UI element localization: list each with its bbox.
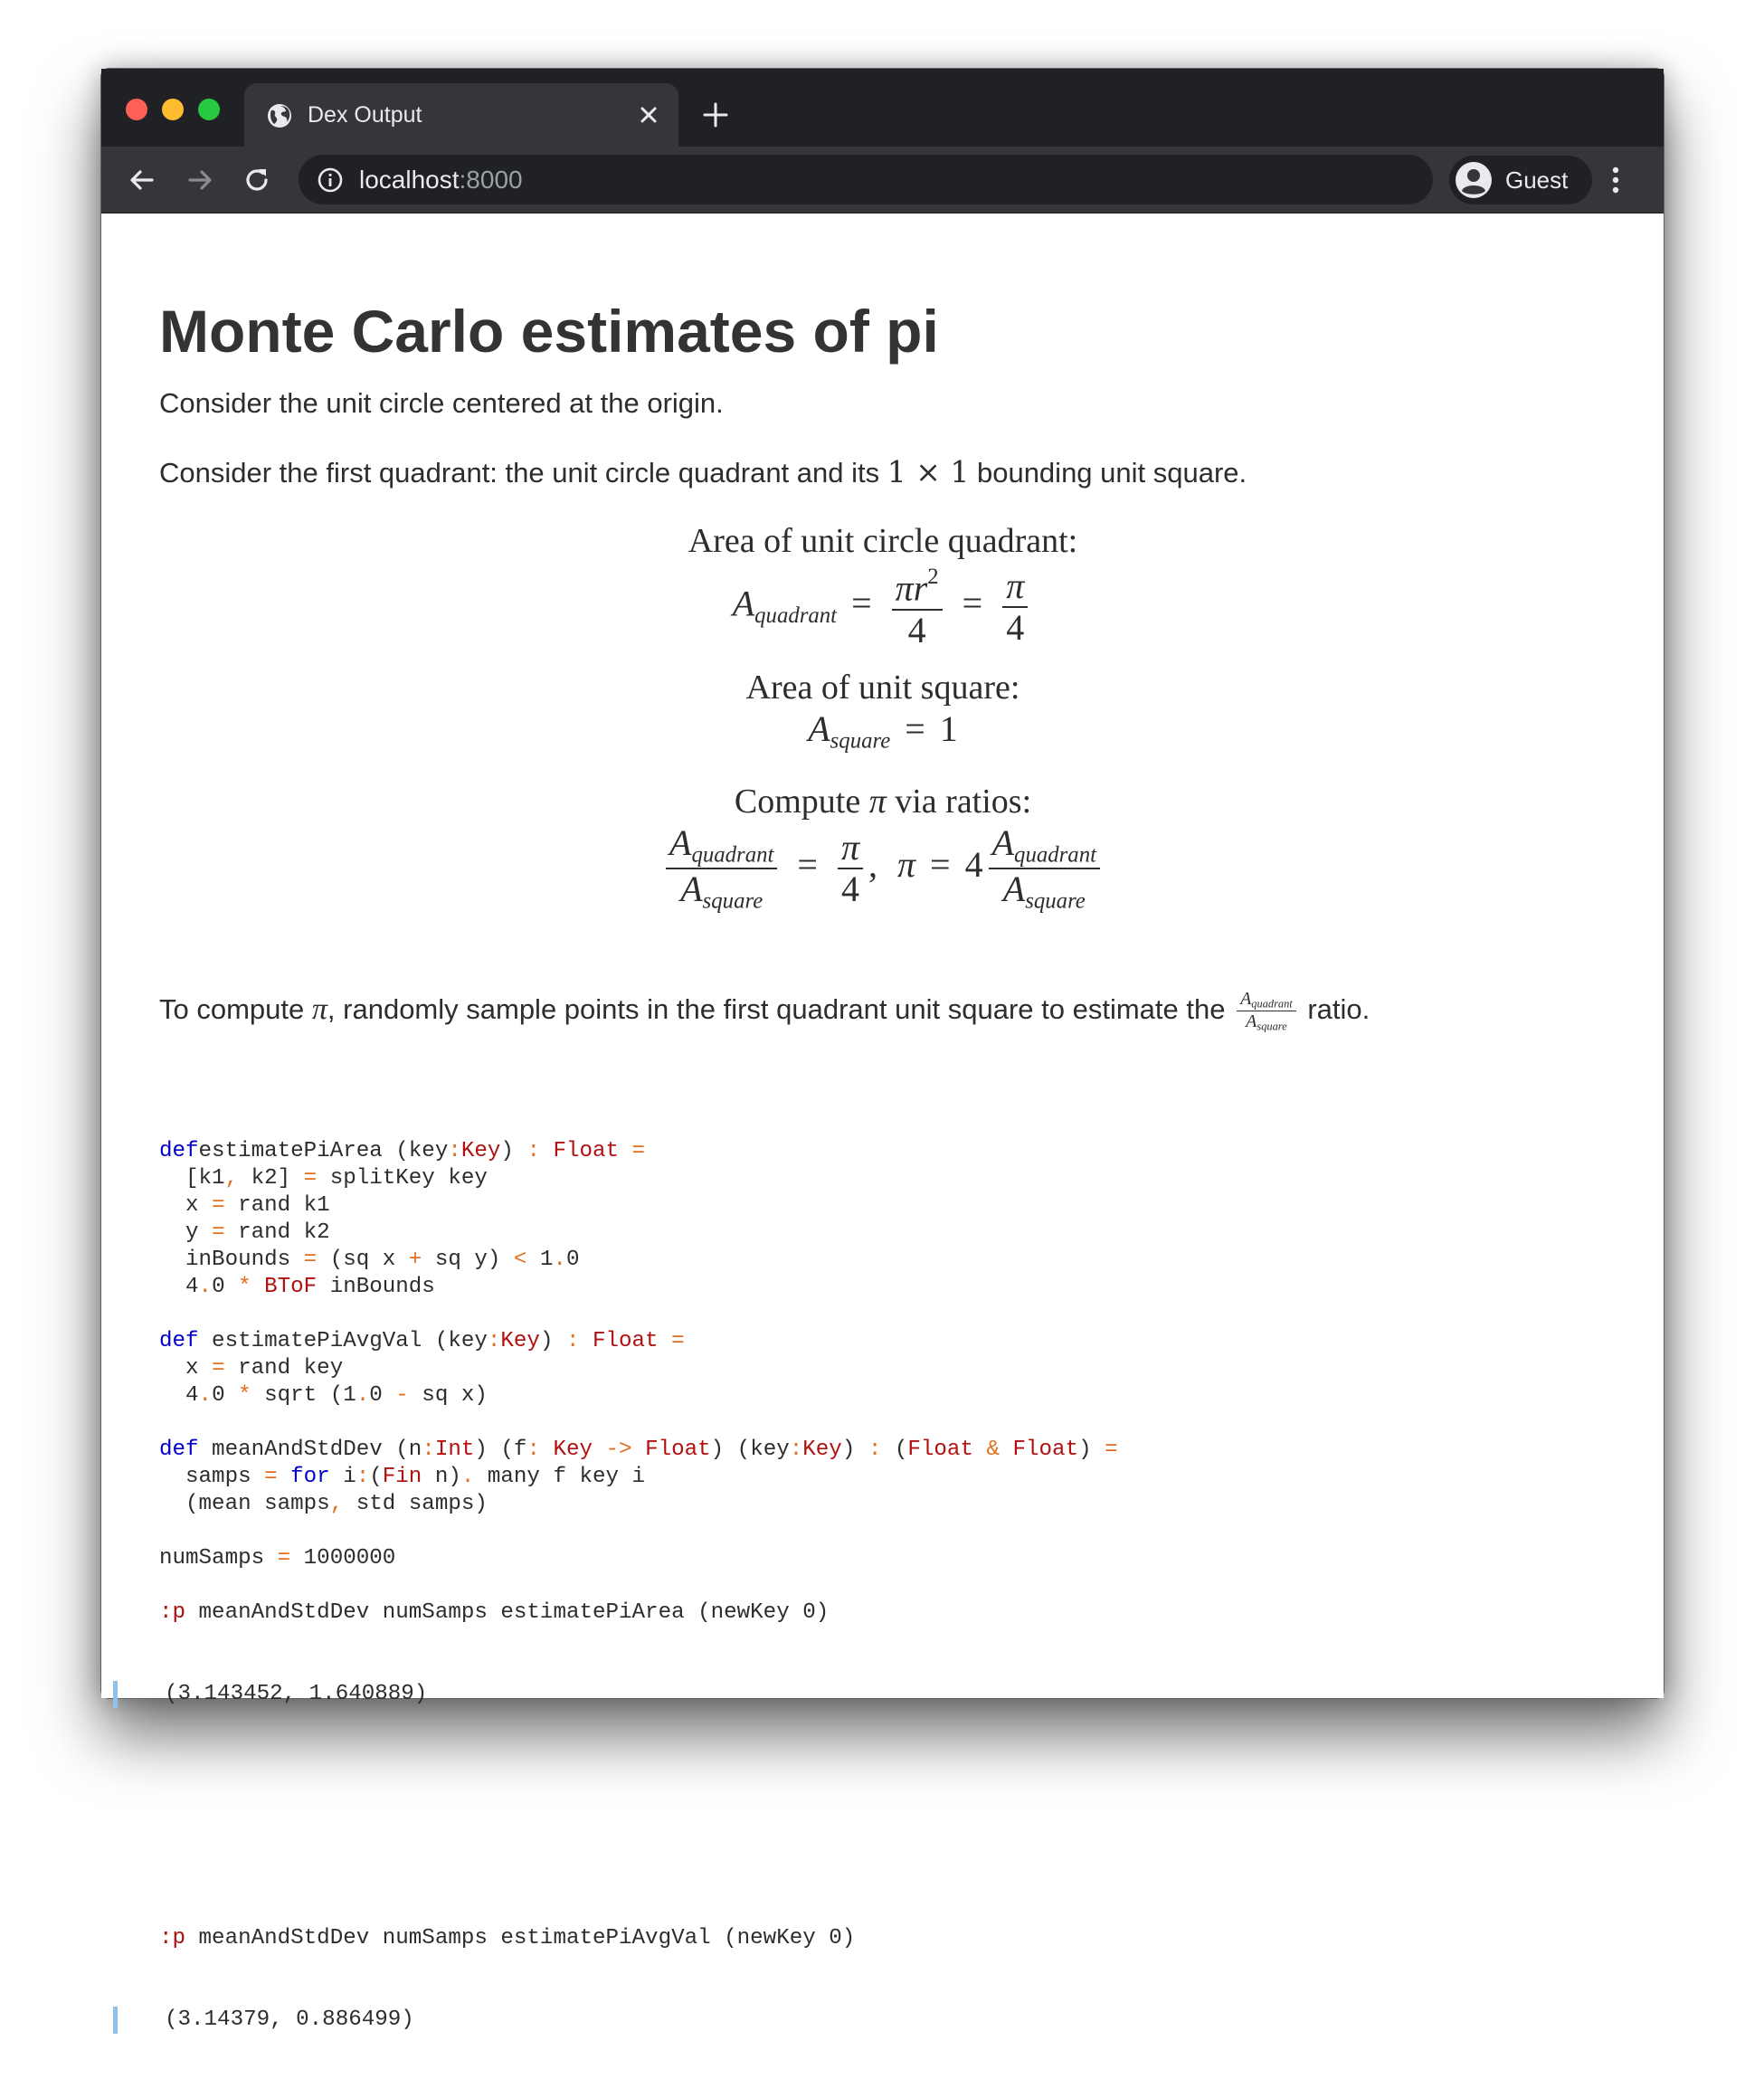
code-token: 4 bbox=[159, 1275, 199, 1299]
code-token: Float bbox=[907, 1438, 973, 1462]
code-token: many f key i bbox=[474, 1465, 646, 1489]
code-token: Key bbox=[460, 1139, 501, 1163]
code-token: ) bbox=[539, 1329, 566, 1353]
code-token: : bbox=[356, 1465, 370, 1489]
avatar-icon bbox=[1455, 161, 1493, 199]
code-token: * bbox=[238, 1383, 251, 1408]
code-token: 1 bbox=[526, 1248, 554, 1272]
code-token: = bbox=[303, 1166, 318, 1191]
code-token: * bbox=[238, 1275, 251, 1299]
code-token: Int bbox=[434, 1438, 475, 1462]
globe-icon bbox=[266, 102, 293, 129]
code-token: Float bbox=[539, 1139, 620, 1163]
code-token: splitKey key bbox=[317, 1166, 488, 1191]
code-token: Key bbox=[539, 1438, 593, 1462]
code-line bbox=[159, 1138, 1118, 1165]
code-blank-line bbox=[159, 1301, 1118, 1328]
code-token: : bbox=[487, 1329, 501, 1353]
code-token: = bbox=[303, 1248, 318, 1272]
code-token: estimatePiAvgVal (key bbox=[198, 1329, 488, 1353]
code-token: ( bbox=[369, 1465, 383, 1489]
code-token: std samps) bbox=[343, 1492, 488, 1516]
code-blank-line bbox=[159, 1572, 1118, 1599]
code-token: Key bbox=[802, 1438, 842, 1462]
code-token: def bbox=[159, 1139, 199, 1163]
tab-title: Dex Output bbox=[308, 102, 422, 128]
code-token: 0 bbox=[212, 1383, 239, 1408]
display-quadrant-area bbox=[159, 521, 1607, 650]
page-title: Monte Carlo estimates of pi bbox=[159, 298, 939, 365]
code-lines bbox=[159, 1138, 1118, 1627]
code-token: rand k1 bbox=[224, 1193, 330, 1218]
inline-ratio-fraction: $\frac{A_{quadrant}}{A_{square}}$ bbox=[1237, 989, 1296, 1034]
code-line bbox=[159, 1382, 1118, 1409]
caption-square-area: Area of unit square: bbox=[745, 669, 1020, 707]
code-token: inBounds bbox=[317, 1275, 435, 1299]
code-token: ( bbox=[881, 1438, 908, 1462]
code-token: : bbox=[868, 1438, 882, 1462]
code-token: . bbox=[198, 1275, 213, 1299]
code-token: ) bbox=[500, 1139, 527, 1163]
code-token: = bbox=[277, 1546, 291, 1571]
code-token: + bbox=[408, 1248, 422, 1272]
reload-button[interactable] bbox=[242, 165, 272, 195]
code-token: , bbox=[224, 1166, 239, 1191]
paragraph-unit-circle: Consider the unit circle centered at the origin. bbox=[159, 387, 724, 419]
code-token: y bbox=[159, 1220, 213, 1245]
address-bar[interactable] bbox=[299, 155, 1433, 204]
code-token: Float bbox=[579, 1329, 659, 1353]
display-square-area bbox=[159, 668, 1607, 754]
code-line bbox=[159, 1247, 1118, 1274]
code-token: x bbox=[159, 1193, 213, 1218]
code-line bbox=[159, 1165, 1118, 1192]
browser-toolbar bbox=[101, 147, 1664, 214]
code-token: n) bbox=[422, 1465, 461, 1489]
code-token: meanAndStdDev numSamps estimatePiArea (newKey 0) bbox=[185, 1600, 830, 1625]
code-token: :p bbox=[159, 1600, 186, 1625]
display-pi-ratio bbox=[159, 782, 1607, 913]
code-line bbox=[159, 1328, 1118, 1355]
code-token: 0 bbox=[369, 1383, 396, 1408]
code-token: (mean samps bbox=[159, 1492, 330, 1516]
output-marker bbox=[113, 1681, 118, 1708]
code-token: : bbox=[789, 1438, 803, 1462]
code-token: samps bbox=[159, 1465, 265, 1489]
code-token: -> bbox=[593, 1438, 632, 1462]
code-token: 0 bbox=[212, 1275, 239, 1299]
code-token: rand key bbox=[224, 1356, 344, 1381]
code-token: def bbox=[159, 1329, 199, 1353]
output-result-2: (3.14379, 0.886499) bbox=[159, 2007, 1118, 2034]
code-line bbox=[159, 1437, 1118, 1464]
code-token: x bbox=[159, 1356, 213, 1381]
code-token: sqrt (1 bbox=[251, 1383, 356, 1408]
code-token: ) (key bbox=[710, 1438, 790, 1462]
caption-quadrant-area: Area of unit circle quadrant: bbox=[688, 522, 1078, 560]
code-token: :p bbox=[159, 1926, 186, 1950]
code-token: . bbox=[198, 1383, 213, 1408]
info-icon[interactable] bbox=[317, 166, 344, 194]
tab-strip bbox=[101, 69, 1664, 147]
output-result-1: (3.143452, 1.640889) bbox=[159, 1681, 1118, 1708]
code-token: . bbox=[553, 1248, 566, 1272]
code-token: , bbox=[329, 1492, 344, 1516]
code-token: = bbox=[658, 1329, 685, 1353]
code-token: : bbox=[526, 1139, 540, 1163]
code-token: = bbox=[619, 1139, 646, 1163]
code-token: Fin bbox=[382, 1465, 422, 1489]
code-token: k2] bbox=[238, 1166, 304, 1191]
zoom-window-button[interactable] bbox=[198, 99, 220, 120]
close-icon[interactable] bbox=[637, 103, 660, 127]
code-token: sq y) bbox=[422, 1248, 514, 1272]
code-token: i bbox=[329, 1465, 356, 1489]
code-line bbox=[159, 1545, 1118, 1572]
code-token: rand k2 bbox=[224, 1220, 330, 1245]
code-token: meanAndStdDev (n bbox=[198, 1438, 422, 1462]
code-token: ) bbox=[841, 1438, 868, 1462]
code-token: . bbox=[356, 1383, 370, 1408]
minimize-window-button[interactable] bbox=[162, 99, 184, 120]
forward-button[interactable] bbox=[185, 165, 215, 195]
code-blank-line bbox=[159, 1518, 1118, 1545]
code-token: < bbox=[513, 1248, 527, 1272]
command-line-2 bbox=[159, 1925, 1118, 1952]
code-line bbox=[159, 1599, 1118, 1627]
equation-pi-ratio: $\frac{A_{quadrant}}{A_{square}}$ = $\frac{\pi}{4}$ , π = 4 $\frac{A_{quadrant}}{A_{square}}$ bbox=[159, 823, 1607, 913]
back-button[interactable] bbox=[127, 165, 157, 195]
code-line bbox=[159, 1355, 1118, 1382]
profile-name: Guest bbox=[1505, 166, 1569, 194]
code-line bbox=[159, 1274, 1118, 1301]
code-line bbox=[159, 1220, 1118, 1247]
code-token: 4 bbox=[159, 1383, 199, 1408]
code-line bbox=[159, 1192, 1118, 1220]
page-content bbox=[101, 214, 1664, 2032]
code-token: numSamps bbox=[159, 1546, 278, 1571]
profile-button[interactable] bbox=[1449, 156, 1592, 204]
code-token: - bbox=[395, 1383, 409, 1408]
code-token: sq x) bbox=[408, 1383, 488, 1408]
browser-window bbox=[100, 68, 1664, 2032]
code-token: inBounds bbox=[159, 1248, 304, 1272]
code-token: estimatePiArea (key bbox=[198, 1139, 449, 1163]
code-block bbox=[159, 1084, 1118, 2088]
code-token: = bbox=[212, 1220, 225, 1245]
new-tab-button[interactable] bbox=[702, 101, 729, 128]
code-line bbox=[159, 1464, 1118, 1491]
code-token: = bbox=[264, 1465, 278, 1489]
tab-dex-output[interactable] bbox=[244, 83, 678, 147]
code-token: = bbox=[212, 1356, 225, 1381]
code-token: . bbox=[460, 1465, 475, 1489]
code-token: def bbox=[159, 1438, 199, 1462]
output-marker bbox=[113, 2007, 118, 2034]
url-text: localhost:8000 bbox=[359, 166, 523, 194]
code-token: Float bbox=[631, 1438, 711, 1462]
paragraph-first-quadrant: Consider the first quadrant: the unit circle quadrant and its 1 × 1 bounding unit square. bbox=[159, 454, 1247, 489]
code-token: 0 bbox=[565, 1248, 580, 1272]
equation-quadrant-area: $A_{quadrant}$ = $\frac{\pi r^2}{4}$ = $\frac{\pi}{4}$ bbox=[159, 565, 1607, 650]
code-token: = bbox=[1105, 1438, 1118, 1462]
code-token: [k1 bbox=[159, 1166, 225, 1191]
code-token: ) (f bbox=[474, 1438, 527, 1462]
code-token: BToF bbox=[251, 1275, 318, 1299]
code-token: & bbox=[972, 1438, 1000, 1462]
code-token: (sq x bbox=[317, 1248, 409, 1272]
math-1x1: 1 × 1 bbox=[887, 454, 970, 489]
code-token: for bbox=[277, 1465, 330, 1489]
code-token: Key bbox=[500, 1329, 540, 1353]
code-token: 1000000 bbox=[290, 1546, 396, 1571]
code-line bbox=[159, 1491, 1118, 1518]
code-token: = bbox=[212, 1193, 225, 1218]
equation-square-area: $A_{square} = 1$ bbox=[808, 708, 958, 754]
code-token: : bbox=[565, 1329, 580, 1353]
code-token: meanAndStdDev numSamps estimatePiAvgVal (newKey 0) bbox=[185, 1926, 856, 1950]
code-token: Float bbox=[1000, 1438, 1079, 1462]
code-token: ) bbox=[1078, 1438, 1105, 1462]
code-token: : bbox=[526, 1438, 540, 1462]
more-menu-icon[interactable] bbox=[1608, 163, 1623, 197]
code-blank-line bbox=[159, 1409, 1118, 1437]
code-token: : bbox=[422, 1438, 435, 1462]
caption-pi-ratio: Compute π via ratios: bbox=[734, 783, 1032, 821]
paragraph-compute-pi: To compute π, randomly sample points in the first quadrant unit square to estimate the $\frac{A_{quadrant}}{A_{square}}$ ratio. bbox=[159, 989, 1370, 1034]
code-token: : bbox=[448, 1139, 461, 1163]
close-window-button[interactable] bbox=[126, 99, 147, 120]
